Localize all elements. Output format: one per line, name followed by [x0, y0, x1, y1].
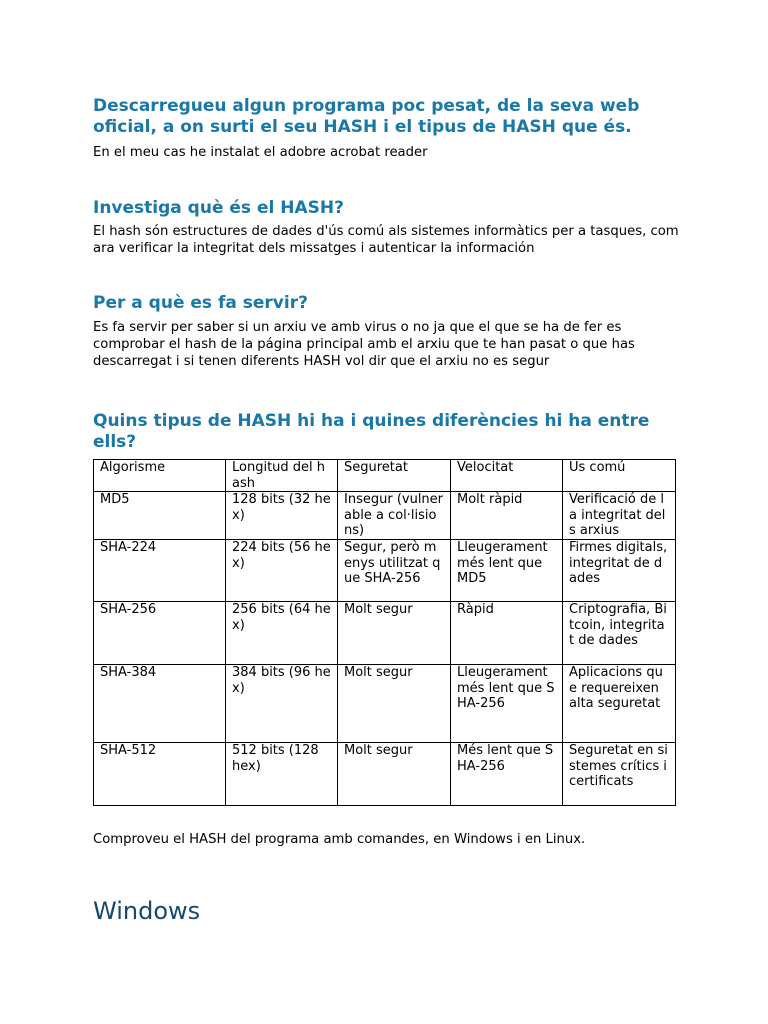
table-cell: Lleugerament més lent que MD5: [451, 540, 563, 602]
table-cell: 384 bits (96 hex): [226, 665, 338, 743]
table-cell: Segur, però menys utilitzat que SHA-256: [338, 540, 451, 602]
table-cell: Molt segur: [338, 665, 451, 743]
table-cell: SHA-512: [94, 743, 226, 806]
table-row: [94, 540, 676, 602]
table-cell: SHA-384: [94, 665, 226, 743]
table-cell: Verificació de la integritat dels arxius: [563, 492, 676, 540]
table-cell: Molt segur: [338, 602, 451, 665]
table-cell: Molt segur: [338, 743, 451, 806]
table-cell: Seguretat en sistemes crítics i certificats: [563, 743, 676, 806]
purpose-heading: Per a què es fa servir?: [93, 293, 308, 313]
check-hash-instruction: Comproveu el HASH del programa amb comandes, en Windows i en Linux.: [93, 832, 586, 847]
table-header-cell: Algorisme: [94, 460, 226, 492]
table-header-cell: Longitud del hash: [226, 460, 338, 492]
table-cell: 512 bits (128 hex): [226, 743, 338, 806]
hash-types-heading: Quins tipus de HASH hi ha i quines diferències hi ha entre ells?: [93, 411, 650, 452]
download-body: En el meu cas he instalat el adobre acrobat reader: [93, 145, 428, 160]
hash-types-table: [93, 459, 676, 806]
download-heading: Descarregueu algun programa poc pesat, de la seva web oficial, a on surti el seu HASH i el tipus de HASH que és.: [93, 96, 640, 137]
table-cell: Més lent que SHA-256: [451, 743, 563, 806]
purpose-body: Es fa servir per saber si un arxiu ve amb virus o no ja que el que se ha de fer es comprobar el hash de la página principal amb el arxiu que te han pasat o que has descarregat i si tenen diferents HASH vol dir que el arxiu no es segur: [93, 320, 635, 369]
what-is-hash-body: El hash són estructures de dades d'ús comú als sistemes informàtics per a tasques, com ara verificar la integritat dels missatges i autenticar la información: [93, 224, 679, 256]
table-header-row: [94, 460, 676, 492]
table-cell: Aplicacions que requereixen alta seguretat: [563, 665, 676, 743]
table-header-cell: Us comú: [563, 460, 676, 492]
table-cell: 128 bits (32 hex): [226, 492, 338, 540]
table-row: [94, 743, 676, 806]
table-cell: Insegur (vulnerable a col·lisions): [338, 492, 451, 540]
table-header-cell: Velocitat: [451, 460, 563, 492]
table-cell: Firmes digitals, integritat de dades: [563, 540, 676, 602]
table-cell: Lleugerament més lent que SHA-256: [451, 665, 563, 743]
windows-heading: Windows: [93, 897, 201, 925]
table-row: [94, 665, 676, 743]
table-cell: 224 bits (56 hex): [226, 540, 338, 602]
table-cell: Ràpid: [451, 602, 563, 665]
what-is-hash-heading: Investiga què és el HASH?: [93, 198, 344, 218]
table-cell: Criptografia, Bitcoin, integritat de dades: [563, 602, 676, 665]
table-header-cell: Seguretat: [338, 460, 451, 492]
table-cell: SHA-256: [94, 602, 226, 665]
table-row: [94, 602, 676, 665]
table-cell: MD5: [94, 492, 226, 540]
table-cell: 256 bits (64 hex): [226, 602, 338, 665]
table-row: [94, 492, 676, 540]
table-cell: Molt ràpid: [451, 492, 563, 540]
table-cell: SHA-224: [94, 540, 226, 602]
